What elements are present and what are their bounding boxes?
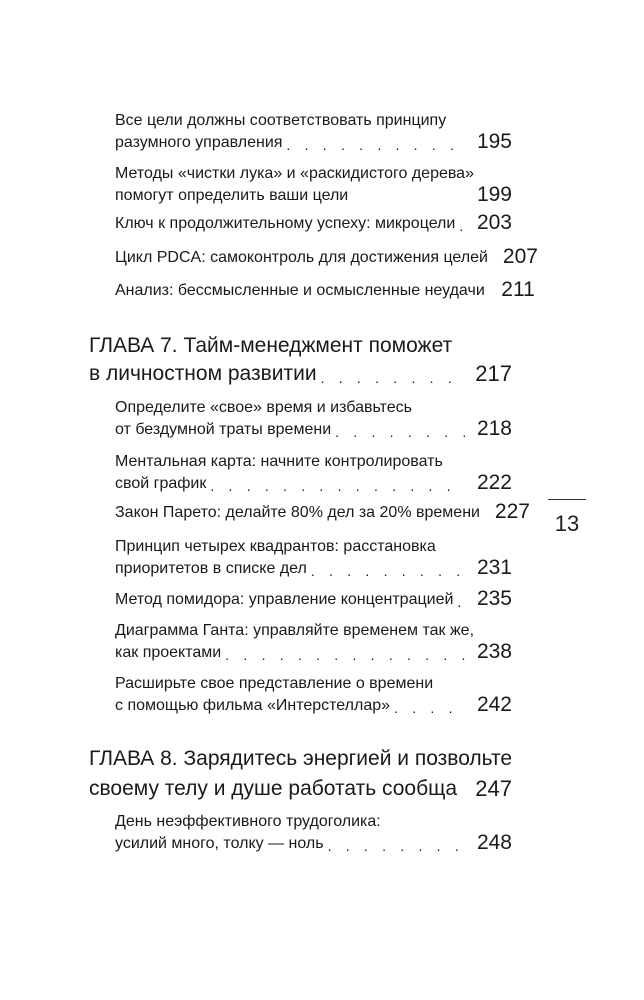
toc-entry-line xyxy=(115,417,512,440)
toc-entry-line xyxy=(115,621,512,641)
toc-entry-text: помогут определить ваши цели xyxy=(115,187,349,204)
toc-entry-text: усилий много, толку — ноль xyxy=(115,835,324,852)
toc-entry-text: Ключ к продолжительному успеху: микроцели xyxy=(115,215,456,232)
toc-entry-text: от бездумной траты времени xyxy=(115,421,332,438)
toc-page-number: 211 xyxy=(501,278,535,301)
toc-entry-line xyxy=(115,278,535,301)
toc-page-number: 231 xyxy=(476,556,512,579)
toc-entry-line xyxy=(115,556,512,579)
leader-dots xyxy=(225,647,466,663)
toc-entry-line xyxy=(115,452,512,472)
leader-dots xyxy=(328,838,466,854)
toc-entry-text: как проектами xyxy=(115,644,222,661)
toc-chapter-line xyxy=(89,746,512,772)
toc-entry-text: День неэффективного трудоголика: xyxy=(115,813,381,830)
toc-entry-text: Определите «свое» время и избавьтесь xyxy=(115,399,412,416)
toc-entry-text: Все цели должны соответствовать принципу xyxy=(115,112,447,129)
toc-entry-line xyxy=(115,500,530,523)
chapter-title: своему телу и душе работать сообща xyxy=(89,777,458,800)
leader-dots xyxy=(286,137,466,153)
toc-entry-line xyxy=(115,245,538,268)
page-number-rule xyxy=(548,499,586,500)
toc-page-number: 203 xyxy=(476,211,512,234)
toc-entry-line xyxy=(115,537,512,557)
toc-page-number: 248 xyxy=(476,831,512,854)
toc-entry-line xyxy=(115,164,512,184)
leader-dots xyxy=(394,700,466,716)
toc-page-number: 199 xyxy=(476,183,512,206)
toc-entry-text: Анализ: бессмысленные и осмысленные неудачи xyxy=(115,282,485,299)
toc-entry-line xyxy=(115,398,512,418)
toc-page-number: 242 xyxy=(476,693,512,716)
toc-chapter-line xyxy=(89,361,512,387)
leader-dots xyxy=(457,594,466,610)
chapter-title: ГЛАВА 7. Тайм-менеджмент поможет xyxy=(89,334,453,357)
toc-entry-text: Закон Парето: делайте 80% дел за 20% времени xyxy=(115,504,480,521)
toc-entry-line xyxy=(115,183,512,206)
toc-entry-text: свой график xyxy=(115,475,207,492)
toc-entry-text: Принцип четырех квадрантов: расстановка xyxy=(115,538,436,555)
toc-entry-text: Диаграмма Ганта: управляйте временем так же, xyxy=(115,622,475,639)
chapter-title: ГЛАВА 8. Зарядитесь энергией и позвольте xyxy=(89,747,513,770)
toc-page-number: 227 xyxy=(494,500,530,523)
toc-entry-line xyxy=(115,674,512,694)
page-number: 13 xyxy=(554,511,580,536)
toc-entry-text: разумного управления xyxy=(115,134,283,151)
toc-entry-line xyxy=(115,587,512,610)
leader-dots xyxy=(311,563,466,579)
toc-chapter-line xyxy=(89,333,512,359)
toc-entry-text: Расширьте свое представление о времени xyxy=(115,675,434,692)
toc-entry-line xyxy=(115,211,512,234)
toc-entry-line xyxy=(115,693,512,716)
toc-page-number: 217 xyxy=(475,361,512,386)
leader-dots xyxy=(321,369,462,387)
toc-entry-line xyxy=(115,640,512,663)
toc-entry-text: Метод помидора: управление концентрацией xyxy=(115,591,454,608)
toc-page-number: 195 xyxy=(476,130,512,153)
toc-entry-line xyxy=(115,130,512,153)
leader-dots xyxy=(459,218,466,234)
leader-dots xyxy=(210,478,466,494)
toc-page-number: 235 xyxy=(476,587,512,610)
toc-page-number: 207 xyxy=(502,245,538,268)
toc-entry-text: Цикл PDCA: самоконтроль для достижения целей xyxy=(115,249,488,266)
toc-page-number: 222 xyxy=(476,471,512,494)
toc-entry-line xyxy=(115,831,512,854)
chapter-title: в личностном развитии xyxy=(89,362,317,385)
toc-entry-line xyxy=(115,471,512,494)
toc-entry-text: приоритетов в списке дел xyxy=(115,560,307,577)
toc-page-number: 238 xyxy=(476,640,512,663)
toc-entry-line xyxy=(115,111,512,131)
toc-entry-text: Ментальная карта: начните контролировать xyxy=(115,453,443,470)
toc-chapter-line xyxy=(89,776,512,802)
toc-entry-text: с помощью фильма «Интерстеллар» xyxy=(115,697,391,714)
toc-page-number: 218 xyxy=(476,417,512,440)
toc-page-number: 247 xyxy=(475,776,512,801)
leader-dots xyxy=(335,424,466,440)
toc-entry-text: Методы «чистки лука» и «раскидистого дерева» xyxy=(115,165,474,182)
toc-entry-line xyxy=(115,812,512,832)
